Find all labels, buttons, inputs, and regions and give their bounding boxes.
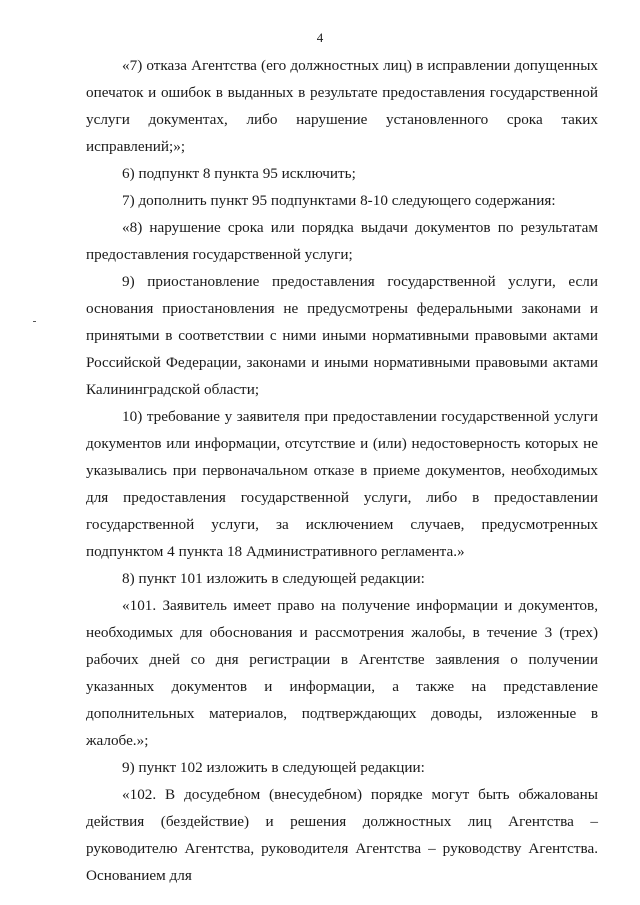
paragraph-item-8: «8) нарушение срока или порядка выдачи документов по результатам предоставления государственной услуги; [86,219,598,263]
paragraph-clause-101: «101. Заявитель имеет право на получение информации и документов, необходимых для обоснования и рассмотрения жалобы, в течение 3 (трех) рабочих дней со дня регистрации в Агентстве заявления о получении указанных документов и информации, а также на представление дополнительных материалов, подтверждающих доводы, изложенные в жалобе.»; [86,597,598,749]
paragraph-subpoint-6: 6) подпункт 8 пункта 95 исключить; [122,165,356,182]
paragraph-subpoint-7: 7) дополнить пункт 95 подпунктами 8-10 следующего содержания: [122,192,556,209]
paragraph-item-10: 10) требование у заявителя при предоставлении государственной услуги документов или информации, отсутствие и (или) недостоверность которых не указывались при первоначальном отказе в приеме документов, необходимых для предоставления государственной услуги, либо в предоставлении государственной услуги, за исключением случаев, предусмотренных подпунктом 4 пункта 18 Административного регламента.» [86,408,598,560]
paragraph-subpoint-8: 8) пункт 101 изложить в следующей редакции: [122,570,425,587]
paragraph-subpoint-9: 9) пункт 102 изложить в следующей редакции: [122,759,425,776]
margin-mark [33,321,36,322]
document-body [86,52,598,889]
paragraph-item-7-refusal: «7) отказа Агентства (его должностных лиц) в исправлении допущенных опечаток и ошибок в выданных в результате предоставления государственной услуги документах, либо нарушение установленного срока таких исправлений;»; [86,57,598,155]
page-number: 4 [316,30,324,45]
paragraph-item-9: 9) приостановление предоставления государственной услуги, если основания приостановления не предусмотрены федеральными законами и принятыми в соответствии с ними иными нормативными правовыми актами Российской Федерации, законами и иными нормативными правовыми актами Калининградской области; [86,273,598,398]
paragraph-clause-102: «102. В досудебном (внесудебном) порядке могут быть обжалованы действия (бездействие) и решения должностных лиц Агентства – руководителю Агентства, руководителя Агентства – руководству Агентства. Основанием для [86,786,598,884]
